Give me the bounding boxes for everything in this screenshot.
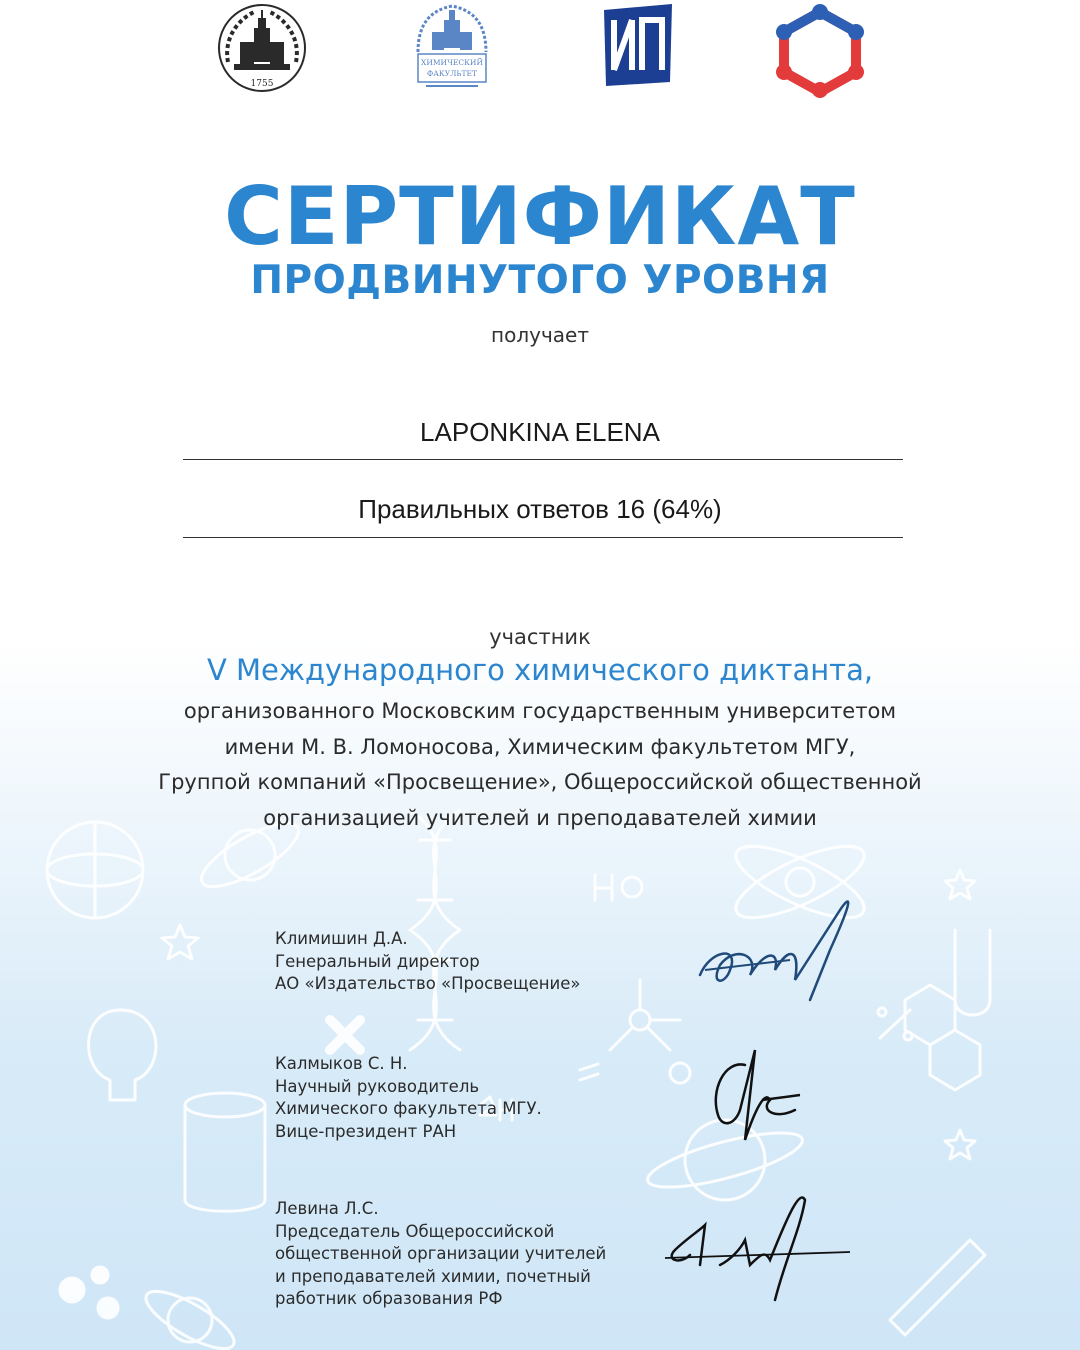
- svg-text:1755: 1755: [250, 79, 274, 89]
- signer-line: Климишин Д.А.: [275, 929, 408, 948]
- receives-label: получает: [491, 323, 589, 347]
- signature-kalmykov: [700, 1040, 820, 1160]
- signer-line: Генеральный директор: [275, 951, 480, 971]
- signer-klimishin: [275, 928, 581, 996]
- recipient-name: LAPONKINA ELENA: [420, 417, 660, 447]
- certificate-subtitle: ПРОДВИНУТОГО УРОВНЯ: [250, 258, 830, 303]
- msu-emblem-icon: [214, 2, 310, 98]
- certificate-title: СЕРТИФИКАТ: [224, 170, 856, 263]
- signer-line: и преподавателей химии, почетный: [275, 1266, 591, 1286]
- signer-line: Вице-президент РАН: [275, 1121, 457, 1141]
- recipient-underline: [183, 459, 903, 460]
- signature-klimishin: [690, 890, 880, 1010]
- score-text: Правильных ответов 16 (64%): [358, 494, 722, 524]
- signer-line: Председатель Общероссийской: [275, 1221, 555, 1241]
- organizers-line: организацией учителей и преподавателей химии: [263, 805, 817, 830]
- organizers-line: организованного Московским государственным университетом: [183, 699, 897, 723]
- event-title: V Международного химического диктанта,: [206, 653, 874, 687]
- svg-text:ФАКУЛЬТЕТ: ФАКУЛЬТЕТ: [427, 69, 477, 78]
- signer-line: Научный руководитель: [275, 1076, 480, 1096]
- signer-line: Химического факультета МГУ.: [275, 1099, 542, 1118]
- score-underline: [183, 537, 903, 538]
- prosveshchenie-logo-icon: [600, 2, 676, 90]
- participant-label: участник: [489, 625, 591, 649]
- organizers-paragraph: [140, 694, 940, 836]
- signer-line: Калмыков С. Н.: [275, 1054, 408, 1073]
- signer-line: работник образования РФ: [275, 1289, 503, 1308]
- organizers-line: Группой компаний «Просвещение», Общероссийской общественной: [158, 770, 922, 794]
- signer-line: общественной организации учителей: [275, 1244, 607, 1263]
- signer-kalmykov: [275, 1053, 542, 1143]
- signature-levina: [660, 1170, 860, 1310]
- signer-levina: [275, 1198, 606, 1311]
- signer-line: Левина Л.С.: [275, 1199, 379, 1218]
- chemistry-faculty-emblem-icon: [412, 2, 492, 96]
- teachers-organization-logo-icon: [770, 2, 870, 102]
- svg-text:ХИМИЧЕСКИЙ: ХИМИЧЕСКИЙ: [421, 58, 483, 67]
- organizers-line: имени М. В. Ломоносова, Химическим факультетом МГУ,: [224, 734, 856, 759]
- signer-line: АО «Издательство «Просвещение»: [275, 974, 581, 993]
